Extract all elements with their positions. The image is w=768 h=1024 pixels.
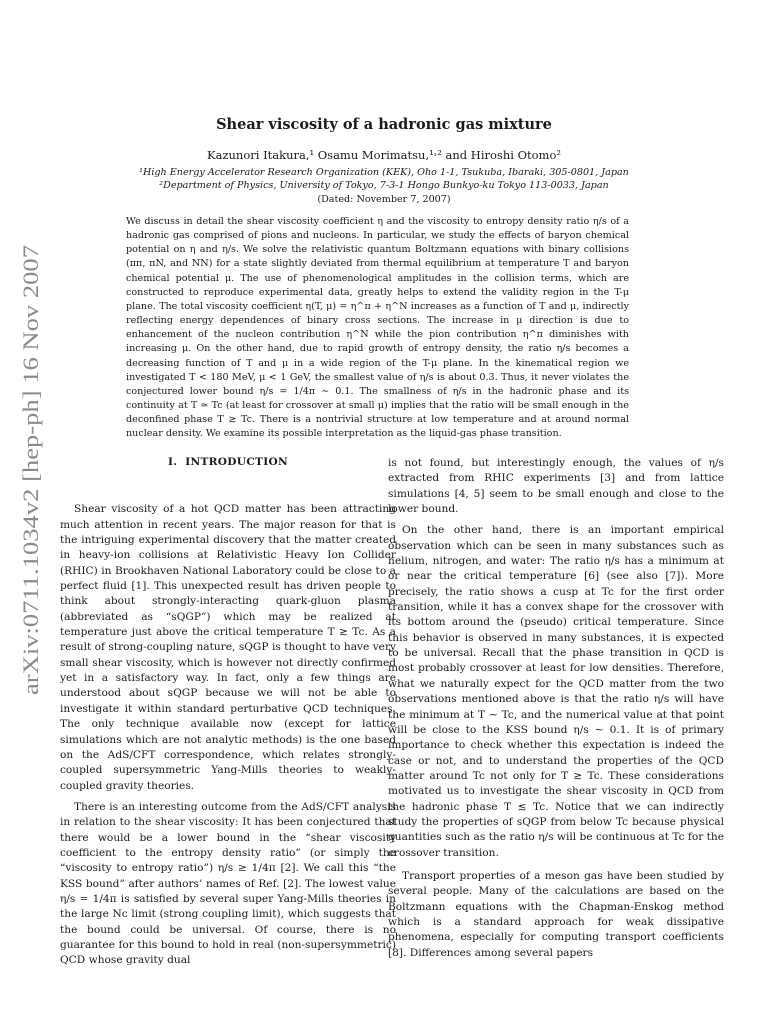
right-column xyxy=(388,456,724,961)
affiliation-tokyo: ²Department of Physics, University of Tokyo, 7-3-1 Hongo Bunkyo-ku Tokyo 113-0033, Japan xyxy=(159,180,609,191)
body-paragraph: is not found, but interestingly enough, the values of η/s extracted from RHIC experiments [3] and from lattice simulations [4, 5] seem to be small enough and close to the lower bound. xyxy=(388,457,724,516)
body-paragraph: Shear viscosity of a hot QCD matter has been attracting much attention in recent years. The major reason for that is the intriguing experimental discovery that the matter created in heavy-ion collisions at Relativistic Heavy Ion Collider (RHIC) in Brookhaven National Laboratory could be close to a perfect fluid [1]. This unexpected result has driven people to think about strongly-interacting quark-gluon plasma (abbreviated as “sQGP”) which may be realized at temperature just above the critical temperature T ≳ Tc. As a result of strong-coupling nature, sQGP is thought to have very small shear viscosity, which is however not directly confirmed yet in a satisfactory way. In fact, only a few things are understood about sQGP because we will not be able to investigate it within standard perturbative QCD techniques. The only technique available now (except for lattice simulations which are not analytic methods) is the one based on the AdS/CFT correspondence, which relates strongly-coupled supersymmetric Yang-Mills theories to weakly-coupled gravity theories. xyxy=(60,503,396,792)
affiliation-kek: ¹High Energy Accelerator Research Organization (KEK), Oho 1-1, Tsukuba, Ibaraki, 305-0801, Japan xyxy=(139,167,629,178)
paper-title: Shear viscosity of a hadronic gas mixture xyxy=(216,116,552,133)
abstract: We discuss in detail the shear viscosity coefficient η and the viscosity to entropy density ratio η/s of a hadronic gas comprised of pions and nucleons. In particular, we study the effects of baryon chemical potential on η and η/s. We solve the relativistic quantum Boltzmann equations with binary collisions (ππ, πN, and NN) for a state slightly deviated from thermal equilibrium at temperature T and baryon chemical potential μ. The use of phenomenological amplitudes in the collision terms, which are constructed to reproduce experimental data, greatly helps to extend the validity region in the T-μ plane. The total viscosity coefficient η(T, μ) = η^π + η^N increases as a function of T and μ, indirectly reflecting energy dependences of binary cross sections. The increase in μ direction is due to enhancement of the nucleon contribution η^N while the pion contribution η^π diminishes with increasing μ. On the other hand, due to rapid growth of entropy density, the ratio η/s becomes a decreasing function of T and μ in a wide region of the T-μ plane. In the kinematical region we investigated T < 180 MeV, μ < 1 GeV, the smallest value of η/s is about 0.3. Thus, it never violates the conjectured lower bound η/s = 1/4π ∼ 0.1. The smallness of η/s in the hadronic phase and its continuity at T ≃ Tc (at least for crossover at small μ) implies that the ratio will be small enough in the deconfined phase T ≳ Tc. There is a nontrivial structure at low temperature and at around normal nuclear density. We examine its possible interpretation as the liquid-gas phase transition. xyxy=(126,216,629,440)
arxiv-stamp xyxy=(16,240,46,700)
author-list: Kazunori Itakura,¹ Osamu Morimatsu,¹˒² and Hiroshi Otomo² xyxy=(207,148,561,162)
arxiv-stamp-text: arXiv:0711.1034v2 [hep-ph] 16 Nov 2007 xyxy=(18,322,43,695)
section-heading xyxy=(60,455,396,470)
section-title: INTRODUCTION xyxy=(185,456,288,468)
body-paragraph: There is an interesting outcome from the AdS/CFT analysis in relation to the shear viscosity: It has been conjectured that there would be a lower bound in the “shear viscosity coefficient to the entropy density ratio” (or simply the “viscosity to entropy ratio”) η/s ≥ 1/4π [2]. We call this “the KSS bound” after authors’ names of Ref. [2]. The lowest value η/s = 1/4π is satisfied by several super Yang-Mills theories in the large Nc limit (strong coupling limit), which suggests that the bound could be universal. Of course, there is no guarantee for this bound to hold in real (non-supersymmetric) QCD whose gravity dual xyxy=(60,800,396,967)
body-paragraph: On the other hand, there is an important empirical observation which can be seen in many substances such as helium, nitrogen, and water: The ratio η/s has a minimum at or near the critical temperature [6] (see also [7]). More precisely, the ratio shows a cusp at Tc for the first order transition, while it has a convex shape for the crossover with its bottom around the (pseudo) critical temperature. Since this behavior is observed in many substances, it is expected to be universal. Recall that the phase transition in QCD is most probably crossover at least for low densities. Therefore, what we naturally expect for the QCD matter from the two observations mentioned above is that the ratio η/s will have the minimum at T ∼ Tc, and the numerical value at that point will be close to the KSS bound η/s ∼ 0.1. It is of primary importance to check whether this expectation is indeed the case or not, and to understand the properties of the QCD matter around Tc not only for T ≳ Tc. These considerations motivated us to investigate the shear viscosity in QCD from the hadronic phase T ≲ Tc. Notice that we can indirectly study the properties of sQGP from below Tc because physical quantities such as the ratio η/s will be continuous at Tc for the crossover transition. xyxy=(388,524,724,859)
section-number: I. xyxy=(167,456,178,468)
dated-line: (Dated: November 7, 2007) xyxy=(317,194,451,205)
body-paragraph: Transport properties of a meson gas have been studied by several people. Many of the calculations are based on the Boltzmann equations with the Chapman-Enskog method which is a standard approach for weak dissipative phenomena, especially for computing transport coefficients [8]. Differences among several papers xyxy=(388,869,724,959)
left-column xyxy=(60,455,396,969)
